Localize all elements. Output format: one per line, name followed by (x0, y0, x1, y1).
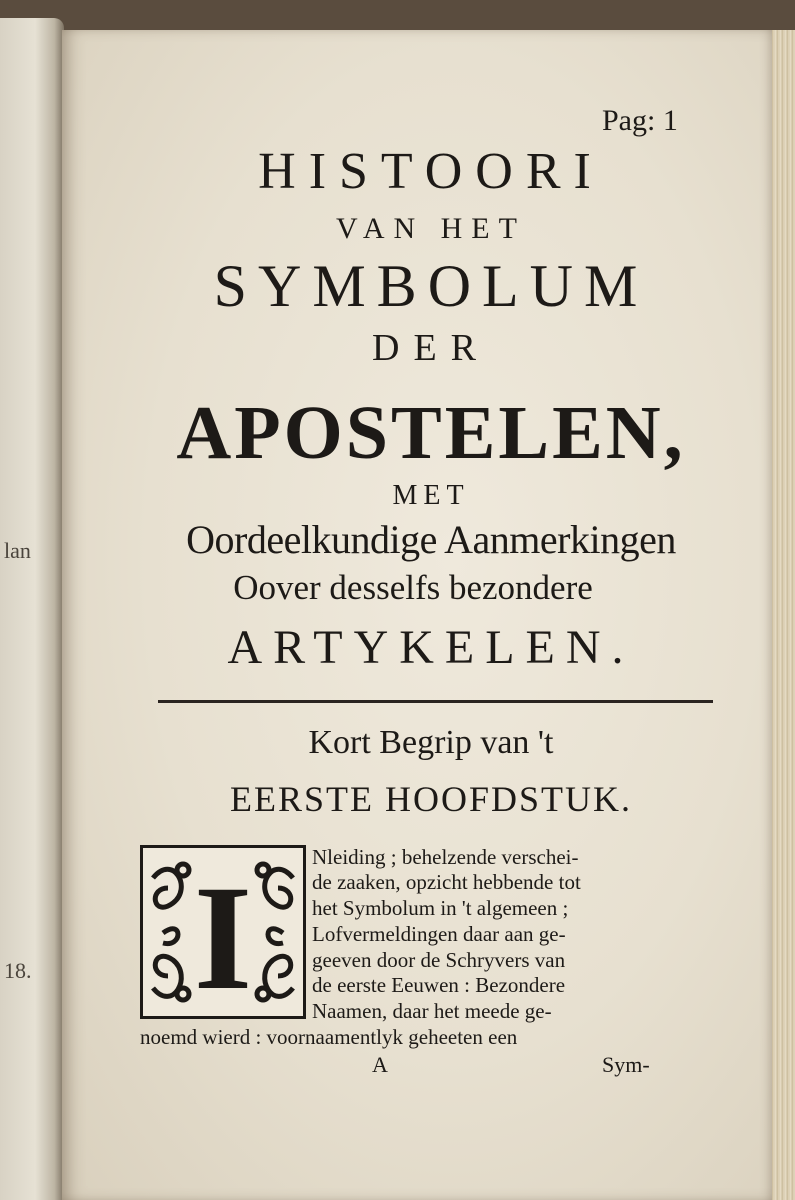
body-text-line: noemd wierd : voornaamentlyk geheeten een (140, 1025, 518, 1049)
title-line-met: MET (392, 480, 470, 511)
signature-mark: A (372, 1052, 388, 1077)
title-line-bezondere: Oover desselfs bezondere (233, 568, 593, 607)
section-subtitle: Kort Begrip van 't (308, 724, 554, 761)
body-text-line: Lofvermeldingen daar aan ge- (312, 922, 566, 946)
body-text-line: geeven door de Schryvers van (312, 948, 566, 972)
title-line-historie: HISTOORI (258, 143, 604, 200)
decorated-initial-letter (140, 845, 306, 1019)
chapter-heading: EERSTE HOOFDSTUK. (229, 779, 632, 819)
ornament-initial-icon (143, 848, 303, 1016)
title-line-van-het: VAN HET (336, 212, 526, 245)
catchword: Sym- (602, 1052, 650, 1077)
title-line-der: DER (372, 327, 490, 369)
horizontal-rule (158, 700, 713, 703)
title-line-apostelen: APOSTELEN, (176, 391, 686, 475)
title-line-aanmerkingen: Oordeelkundige Aanmerkingen (186, 517, 676, 562)
book-page (62, 30, 772, 1200)
page-number-label: Pag: 1 (602, 104, 678, 137)
body-text-line: de zaaken, opzicht hebbende tot (312, 870, 581, 894)
body-text-line: Naamen, daar het meede ge- (312, 999, 552, 1023)
body-text-line: de eerste Eeuwen : Bezondere (312, 973, 566, 997)
facing-page-fragment: 18. (4, 958, 32, 983)
facing-page-fragment: lan (4, 538, 31, 563)
body-text-line: Nleiding ; behelzende verschei- (312, 845, 579, 869)
facing-page-edge (0, 18, 64, 1200)
title-line-symbolum: SYMBOLUM (213, 253, 649, 319)
svg-text:I: I (193, 855, 253, 1016)
body-text-line: het Symbolum in 't algemeen ; (312, 896, 569, 920)
title-line-artykelen: ARTYKELEN. (227, 621, 635, 674)
